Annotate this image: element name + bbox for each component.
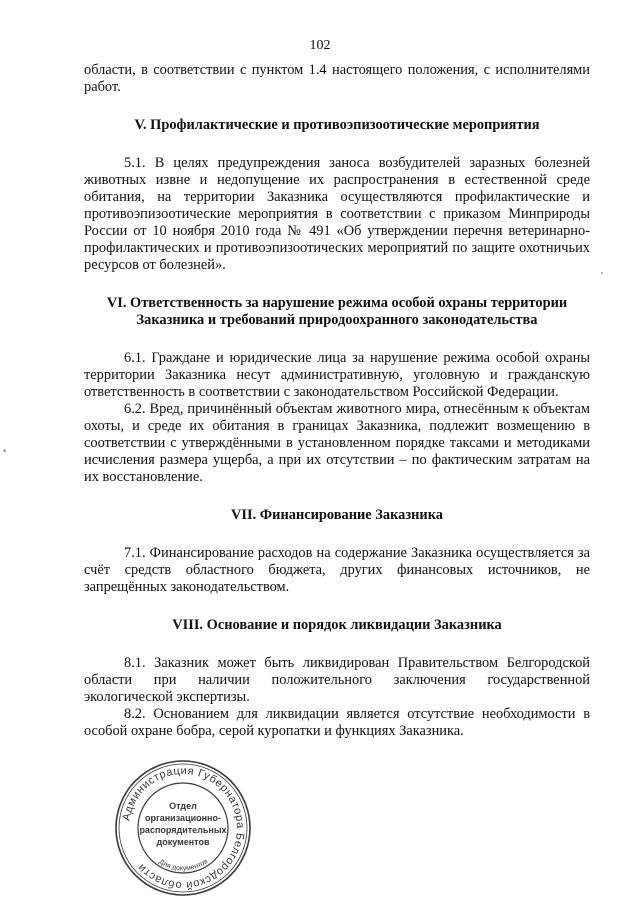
stamp-center-line-2: организационно- xyxy=(144,813,222,823)
section-8-heading: VIII. Основание и порядок ликвидации Заказника xyxy=(172,617,502,633)
section-6-heading-line1: VI. Ответственность за нарушение режима особой охраны территории xyxy=(106,295,568,311)
stamp-inner-arc-text: Для документов xyxy=(157,857,210,873)
stamp-seal-graphic xyxy=(113,758,253,898)
section-7-heading: VII. Финансирование Заказника xyxy=(231,507,443,523)
paragraph-5-1: 5.1. В целях предупреждения заноса возбудителей заразных болезней животных извне и недопущение их распространения в естественной среде обитания, на территории Заказника осуществляются профилактические и противоэпизоотические мероприятия в соответствии с приказом Минприроды России от 10 ноября 2010 года № 491 «Об утверждении перечня ветеринарно-профилактических и противоэпизоотических мероприятий по защите охотничьих ресурсов от болезней». xyxy=(84,155,590,273)
official-stamp xyxy=(113,758,253,898)
paragraph-8-2: 8.2. Основанием для ликвидации является отсутствие необходимости в особой охране бобра, серой куропатки и функциях Заказника. xyxy=(84,706,590,739)
stamp-ring-text: Администрация Губернатора Белгородской области xyxy=(120,764,247,892)
stamp-center-line-1: Отдел xyxy=(169,801,197,811)
paragraph-6-1: 6.1. Граждане и юридические лица за нарушение режима особой охраны территории Заказника несут административную, уголовную и гражданскую ответственность в соответствии с законодательством Российской Федерации. xyxy=(84,350,590,400)
paragraph-6-2: 6.2. Вред, причинённый объектам животного мира, отнесённым к объектам охоты, и среде их обитания в границах Заказника, подлежит возмещению в соответствии с утверждёнными в установленном порядке таксами и методиками исчисления размера ущерба, а при их отсутствии – по фактическим затратам на их восстановление. xyxy=(84,401,590,485)
stamp-center-line-4: документов xyxy=(156,837,210,847)
stamp-center-line-3: распорядительных xyxy=(139,825,227,835)
continuation-paragraph: области, в соответствии с пунктом 1.4 настоящего положения, с исполнителями работ. xyxy=(84,62,590,95)
page-number: 102 xyxy=(309,38,331,53)
margin-mark: • xyxy=(3,446,7,456)
paragraph-8-1: 8.1. Заказник может быть ликвидирован Правительством Белгородской области при наличии положительного заключения государственной экологической экспертизы. xyxy=(84,655,590,705)
section-6-heading-line2: Заказника и требований природоохранного законодательства xyxy=(136,312,538,328)
scan-dot xyxy=(601,272,603,274)
section-6-heading xyxy=(84,295,590,329)
section-5-heading: V. Профилактические и противоэпизоотические мероприятия xyxy=(134,117,540,133)
paragraph-7-1: 7.1. Финансирование расходов на содержание Заказника осуществляется за счёт средств областного бюджета, других финансовых источников, не запрещённых законодательством. xyxy=(84,545,590,595)
document-body xyxy=(84,62,590,740)
